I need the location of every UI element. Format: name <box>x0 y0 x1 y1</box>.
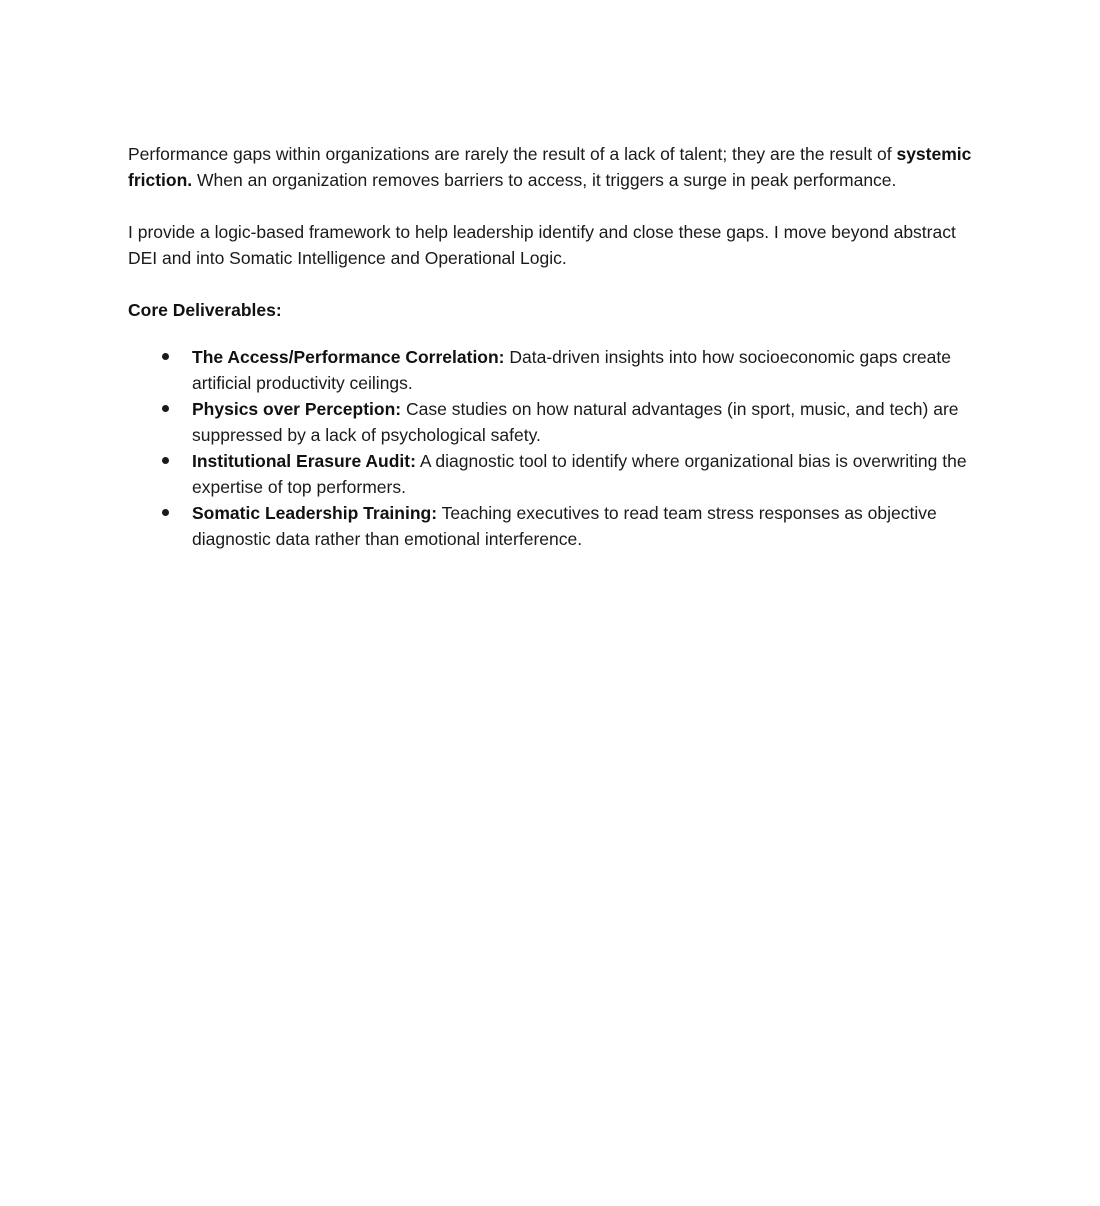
paragraph-approach <box>128 219 973 271</box>
paragraph-intro-run-1: Performance gaps within organizations are rarely the result of a lack of talent; they are the result of <box>128 144 897 164</box>
list-item-text: A diagnostic tool to identify where organizational bias is overwriting the expertise of top performers. <box>192 451 967 497</box>
deliverables-list <box>128 344 973 552</box>
bullet-disc-icon <box>162 457 169 464</box>
paragraph-intro <box>128 141 973 193</box>
list-item-text: Teaching executives to read team stress responses as objective diagnostic data rather than emotional interference. <box>192 503 937 549</box>
bullet-disc-icon <box>162 353 169 360</box>
list-item-label: Somatic Leadership Training: <box>192 503 438 523</box>
list-item-text: Case studies on how natural advantages (in sport, music, and tech) are suppressed by a lack of psychological safety. <box>192 399 959 445</box>
document-body <box>128 141 973 552</box>
list-item-text: Data-driven insights into how socioeconomic gaps create artificial productivity ceilings. <box>192 347 951 393</box>
paragraph-intro-run-3: When an organization removes barriers to access, it triggers a surge in peak performance. <box>192 170 897 190</box>
section-heading-core-deliverables: Core Deliverables: <box>128 300 282 320</box>
list-item <box>128 500 973 552</box>
list-item-label: Institutional Erasure Audit: <box>192 451 416 471</box>
list-item <box>128 396 973 448</box>
list-item-label: The Access/Performance Correlation: <box>192 347 505 367</box>
bullet-disc-icon <box>162 509 169 516</box>
paragraph-intro-emphasis: systemic friction. <box>128 144 972 190</box>
list-item-label: Physics over Perception: <box>192 399 402 419</box>
list-item <box>128 344 973 396</box>
paragraph-approach-run-1: I provide a logic-based framework to help leadership identify and close these gaps. I move beyond abstract DEI and into Somatic Intelligence and Operational Logic. <box>128 222 956 268</box>
list-item <box>128 448 973 500</box>
bullet-disc-icon <box>162 405 169 412</box>
